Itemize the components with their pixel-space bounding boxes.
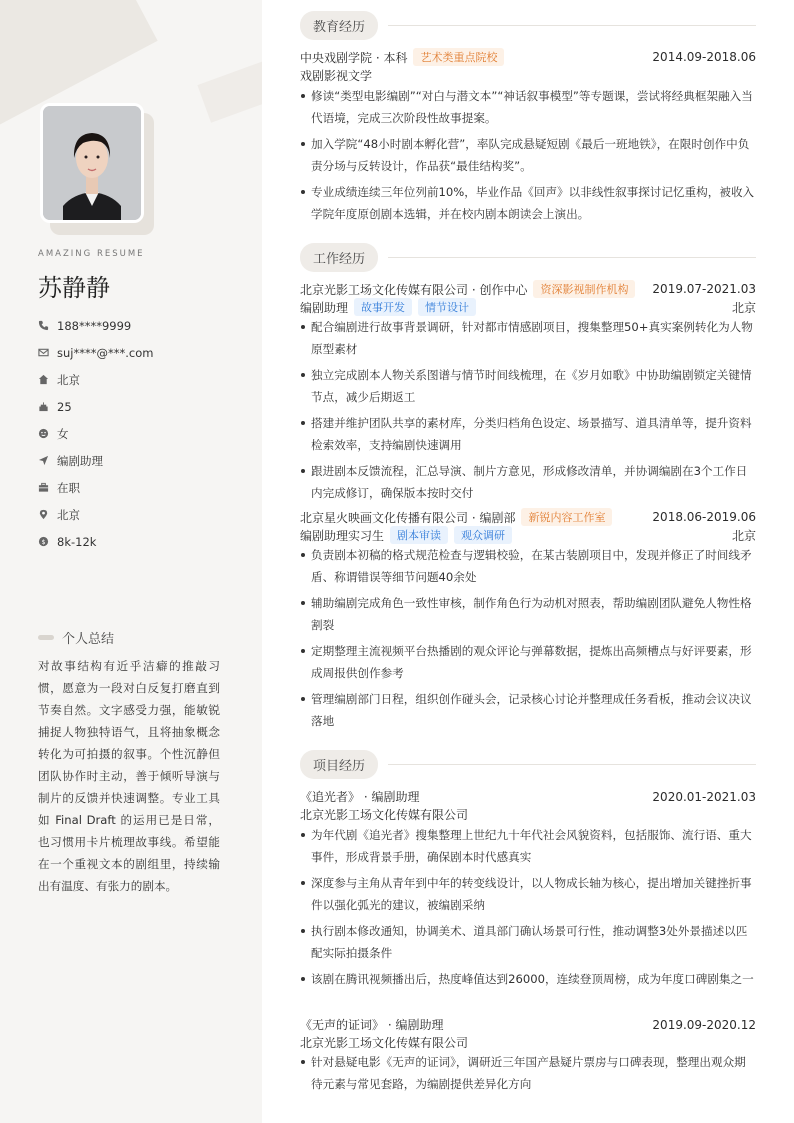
work-heading [300, 243, 756, 272]
job-role-row [300, 526, 756, 544]
salary-text: 8k-12k [57, 534, 97, 549]
summary-text: 对故事结构有近乎洁癖的推敲习惯，愿意为一段对白反复打磨直到节奏自然。文字感受力强，能敏锐捕捉人物独特语气，且将抽象概念转化为可拍摄的叙事。个性沉静但团队协作时主动，善于倾听导演与制片的反馈并快速调整。专业工具如 Final Draft 的运用已是日常，也习惯用卡片梳理故事线。希望能在一个重视文本的剧组里，持续输出有温度、有张力的剧本。 [38, 659, 220, 893]
cake-icon [38, 401, 49, 412]
job-city: 北京 [731, 300, 756, 315]
list-item: 定期整理主流视频平台热播剧的观众评论与弹幕数据，提炼出高频槽点与好评要素，形成周报供创作参考 [300, 640, 756, 684]
phone-text: 188****9999 [57, 318, 132, 333]
job-period: 2018.06-2019.06 [652, 510, 756, 524]
project-period: 2020.01-2021.03 [652, 789, 756, 804]
gender-text: 女 [57, 426, 69, 441]
info-city [38, 501, 153, 528]
school-tag: 艺术类重点院校 [413, 48, 504, 66]
school-name: 中央戏剧学院 · 本科 [300, 50, 408, 65]
resume-eyebrow: AMAZING RESUME [38, 249, 145, 259]
contact-list [38, 312, 153, 555]
project-bullets [300, 824, 756, 994]
home-icon [38, 374, 49, 385]
list-item: 独立完成剧本人物关系图谱与情节时间线梳理，在《岁月如歌》中协助编剧锁定关键情节点，减少后期返工 [300, 364, 756, 408]
section-title: 教育经历 [300, 11, 378, 40]
avatar [40, 103, 144, 223]
company-tag: 资深影视制作机构 [533, 280, 635, 298]
education-bullets [300, 85, 756, 229]
job-header [300, 508, 756, 526]
briefcase-icon [38, 482, 49, 493]
project-company: 北京光影工场文化传媒有限公司 [300, 1036, 469, 1050]
project-company-row [300, 1034, 756, 1051]
list-item: 该剧在腾讯视频播出后，热度峰值达到26000，连续登顶周榜，成为年度口碑剧集之一 [300, 968, 756, 990]
mail-icon [38, 347, 49, 358]
list-item: 修读“类型电影编剧”“对白与潜文本”“神话叙事模型”等专题课，尝试将经典框架融入当代语境，完成三次阶段性故事提案。 [300, 85, 756, 129]
info-phone [38, 312, 153, 339]
education-heading [300, 11, 756, 40]
company-tag: 新锐内容工作室 [521, 508, 612, 526]
education-header [300, 48, 756, 66]
company-name: 北京星火映画文化传播有限公司 · 编剧部 [300, 510, 516, 525]
job-bullets [300, 316, 756, 508]
info-age [38, 393, 153, 420]
project-bullets [300, 1051, 756, 1099]
project-name: 《无声的证词》 · 编剧助理 [300, 1018, 444, 1032]
skill-tag: 观众调研 [454, 526, 512, 544]
skill-tag: 情节设计 [418, 298, 476, 316]
info-email [38, 339, 153, 366]
position-text: 编剧助理 [57, 453, 103, 468]
skill-tag: 剧本审读 [390, 526, 448, 544]
list-item: 管理编剧部门日程，组织创作碰头会，记录核心讨论并整理成任务看板，推动会议决议落地 [300, 688, 756, 732]
skill-tag: 故事开发 [354, 298, 412, 316]
list-item: 为年代剧《追光者》搜集整理上世纪九十年代社会风貌资料，包括服饰、流行语、重大事件，形成背景手册，确保剧本时代感真实 [300, 824, 756, 868]
candidate-name: 苏静静 [38, 274, 110, 302]
age-text: 25 [57, 399, 72, 414]
svg-text:$: $ [41, 537, 46, 546]
education-major-row [300, 67, 756, 84]
list-item: 配合编剧进行故事背景调研，针对都市情感剧项目，搜集整理50+真实案例转化为人物原型素材 [300, 316, 756, 360]
decor-shape [197, 37, 262, 122]
list-item: 搭建并维护团队共享的素材库，分类归档角色设定、场景描写、道具清单等，提升资料检索效率，支持编剧快速调用 [300, 412, 756, 456]
list-item: 负责剧本初稿的格式规范检查与逻辑校验，在某古装剧项目中，发现并修正了时间线矛盾、称谓错误等细节问题40余处 [300, 544, 756, 588]
list-item: 跟进剧本反馈流程，汇总导演、制片方意见，形成修改清单，并协调编剧在3个工作日内完成修订，确保版本按时交付 [300, 460, 756, 504]
major-name: 戏剧影视文学 [300, 69, 373, 83]
summary-title: 个人总结 [62, 632, 115, 647]
company-name: 北京光影工场文化传媒有限公司 · 创作中心 [300, 282, 528, 297]
profile-photo [40, 103, 150, 229]
location-text: 北京 [57, 372, 80, 387]
info-location [38, 366, 153, 393]
projects-heading [300, 750, 756, 779]
job-bullets [300, 544, 756, 736]
education-period: 2014.09-2018.06 [652, 50, 756, 64]
job-role: 编剧助理实习生 [300, 528, 385, 543]
info-position [38, 447, 153, 474]
job-role-row [300, 298, 756, 316]
project-header [300, 788, 756, 805]
job-header [300, 280, 756, 298]
map-pin-icon [38, 509, 49, 520]
job-role: 编剧助理 [300, 300, 349, 315]
status-text: 在职 [57, 480, 80, 495]
list-item: 加入学院“48小时剧本孵化营”，率队完成悬疑短剧《最后一班地铁》，在限时创作中负责分场与反转设计，作品获“最佳结构奖”。 [300, 133, 756, 177]
list-item: 专业成绩连续三年位列前10%，毕业作品《回声》以非线性叙事探讨记忆重构，被收入学院年度原创剧本选辑，并在校内剧本朗读会上演出。 [300, 181, 756, 225]
list-item: 辅助编剧完成角色一致性审核，制作角色行为动机对照表，帮助编剧团队避免人物性格割裂 [300, 592, 756, 636]
job-period: 2019.07-2021.03 [652, 282, 756, 296]
sidebar [0, 0, 262, 1123]
project-company-row [300, 806, 756, 823]
project-header [300, 1016, 756, 1033]
city-text: 北京 [57, 507, 80, 522]
project-company: 北京光影工场文化传媒有限公司 [300, 808, 469, 822]
money-icon [38, 536, 49, 547]
project-name: 《追光者》 · 编剧助理 [300, 790, 420, 804]
summary-heading [38, 628, 114, 647]
project-period: 2019.09-2020.12 [652, 1017, 756, 1032]
info-gender [38, 420, 153, 447]
info-status [38, 474, 153, 501]
phone-icon [38, 320, 49, 331]
info-salary [38, 528, 153, 555]
face-icon [38, 428, 49, 439]
send-icon [38, 455, 49, 466]
list-item: 深度参与主角从青年到中年的转变线设计，以人物成长轴为核心，提出增加关键挫折事件以强化弧光的建议，被编剧采纳 [300, 872, 756, 916]
section-title: 工作经历 [300, 243, 378, 272]
list-item: 执行剧本修改通知，协调美术、道具部门确认场景可行性，推动调整3处外景描述以匹配实际拍摄条件 [300, 920, 756, 964]
list-item: 针对悬疑电影《无声的证词》，调研近三年国产悬疑片票房与口碑表现，整理出观众期待元素与常见套路，为编剧提供差异化方向 [300, 1051, 756, 1095]
section-title: 项目经历 [300, 750, 378, 779]
job-city: 北京 [731, 528, 756, 543]
email-text: suj****@***.com [57, 345, 154, 360]
